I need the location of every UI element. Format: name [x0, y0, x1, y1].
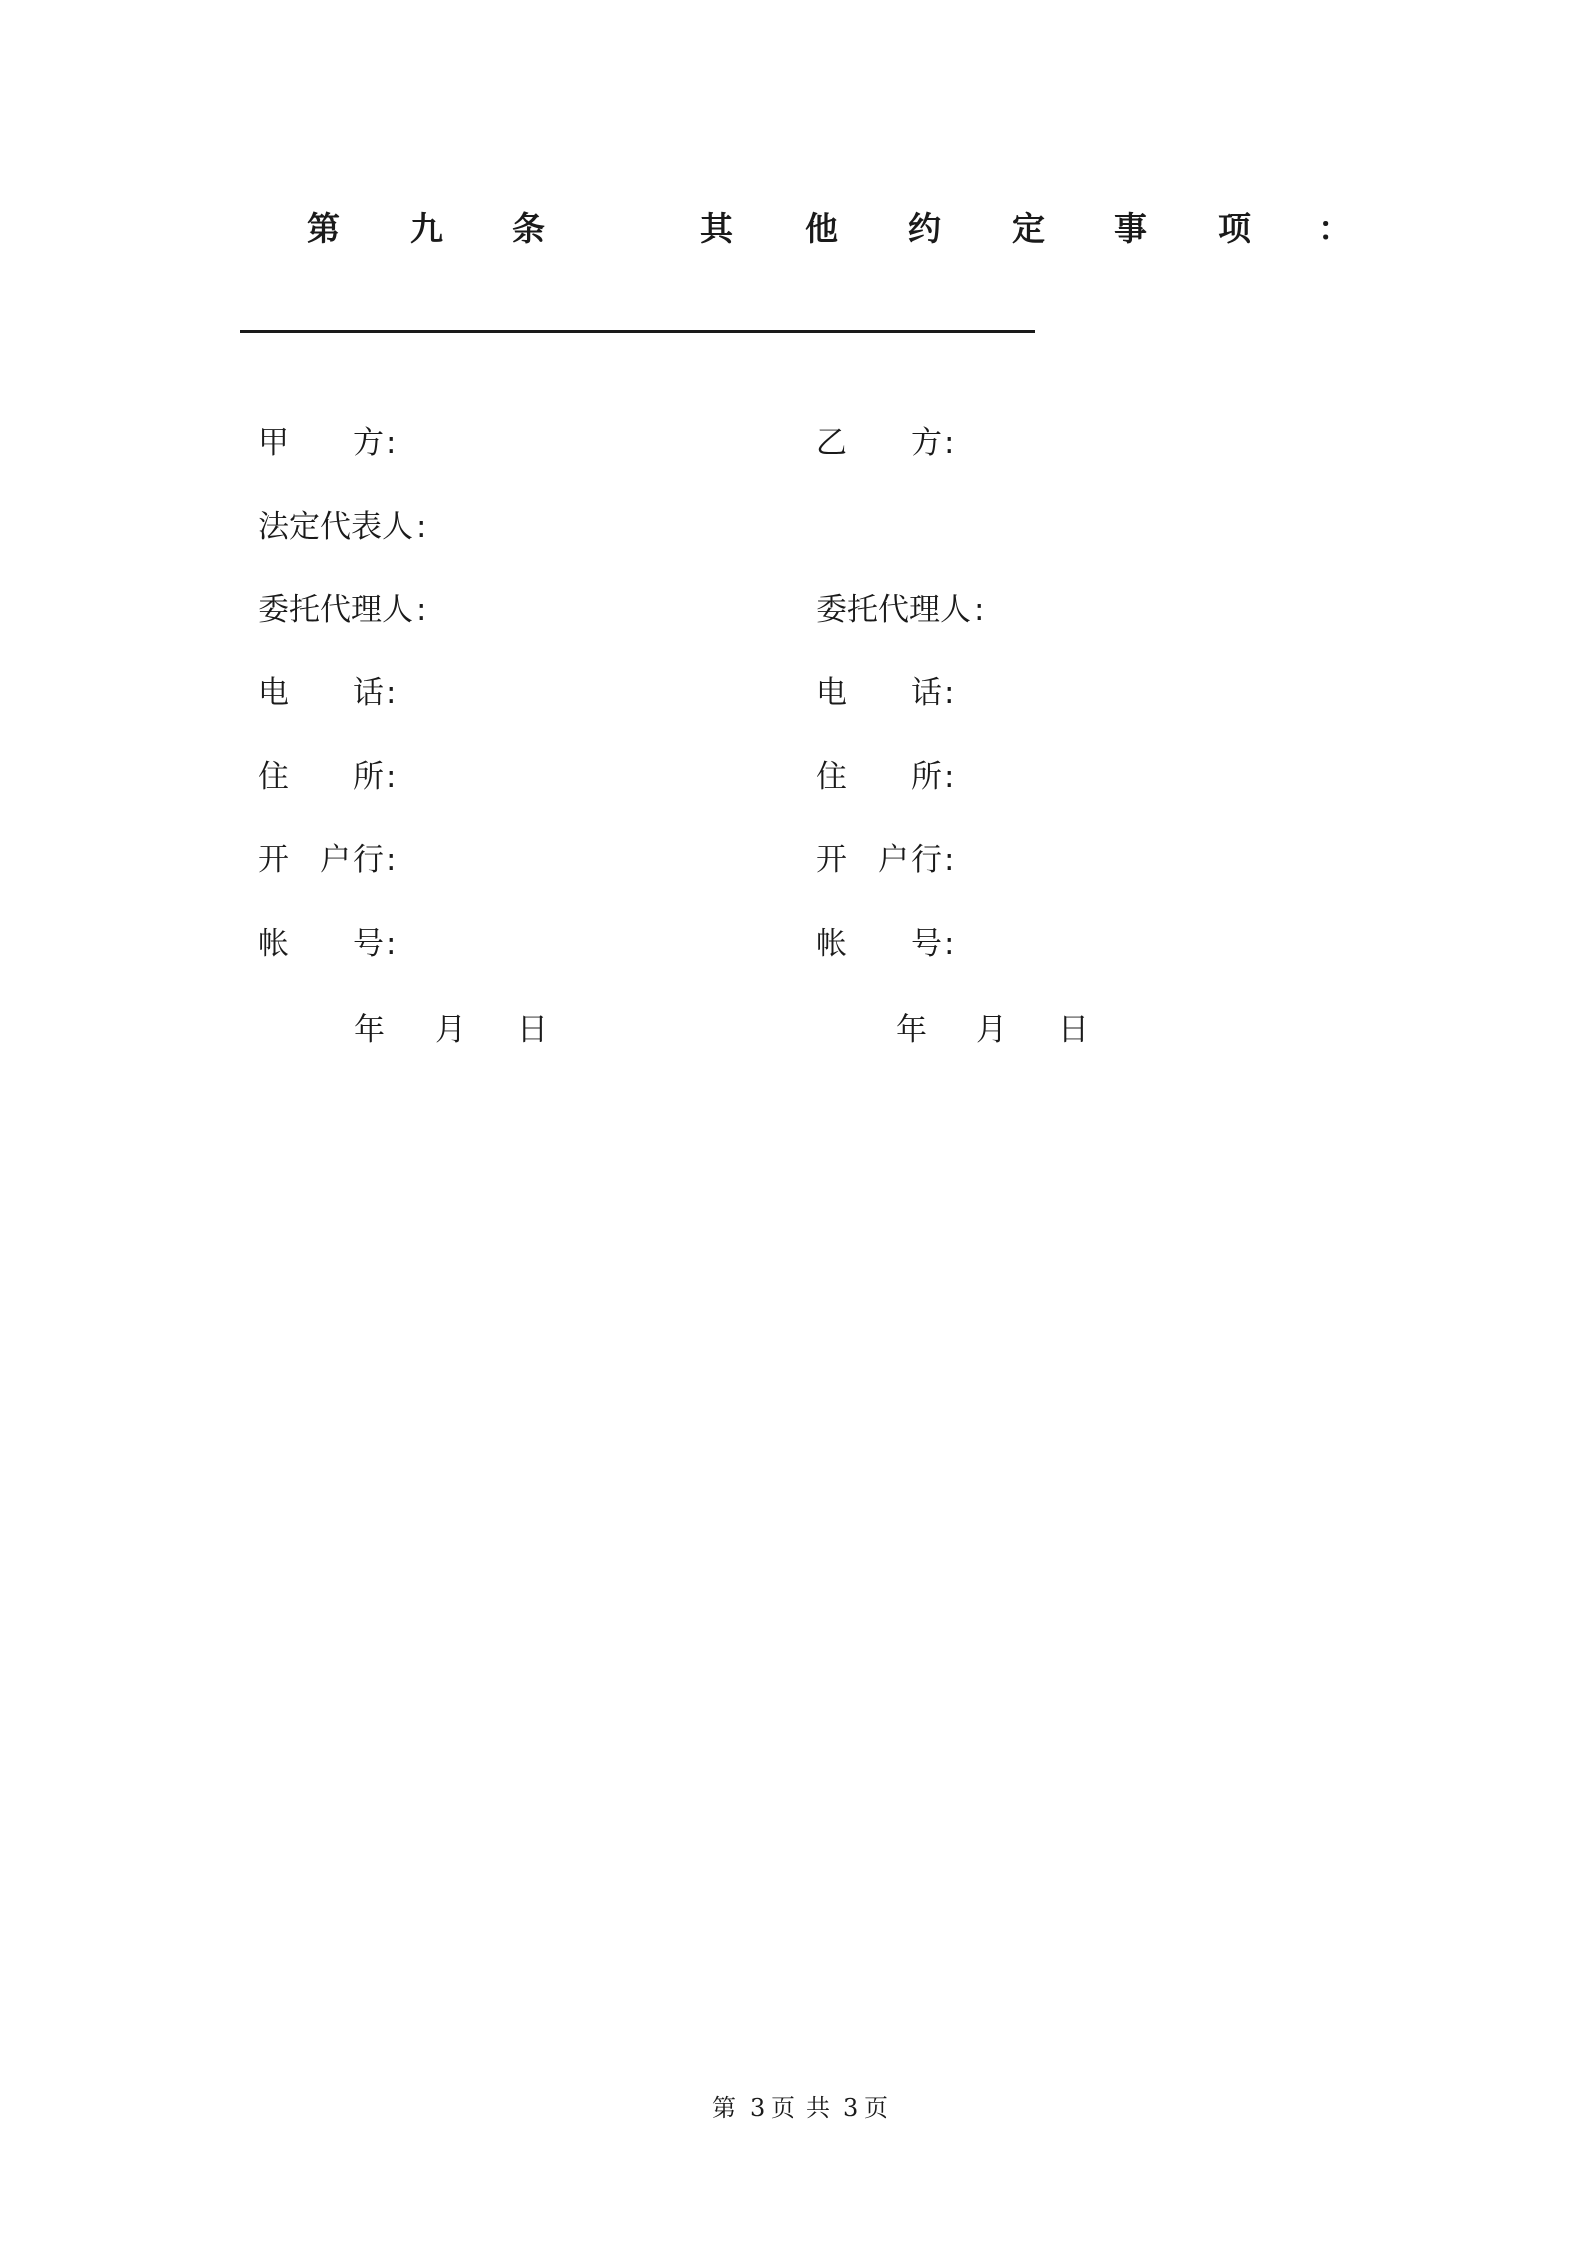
- article-char: 事: [1114, 209, 1147, 248]
- label-char: 代: [878, 592, 909, 628]
- label-char: 号: [911, 926, 942, 962]
- article-char: 其: [700, 209, 733, 248]
- footer-char: 3: [750, 2094, 766, 2122]
- label-char: 电: [258, 675, 289, 711]
- article-char: 他: [805, 209, 838, 248]
- article-char: 约: [908, 209, 941, 248]
- label-colon: :: [944, 425, 955, 461]
- label-colon: :: [386, 425, 397, 461]
- footer-char: 共: [806, 2094, 830, 2122]
- label-colon: :: [944, 926, 955, 962]
- label-char: 人: [382, 509, 413, 545]
- label-colon: :: [944, 675, 955, 711]
- label-char: 理: [909, 592, 940, 628]
- label-char: 代: [320, 509, 351, 545]
- date-month: 月: [435, 1012, 466, 1048]
- date-day: 日: [517, 1012, 548, 1048]
- label-colon: :: [386, 759, 397, 795]
- footer-char: 页: [864, 2094, 888, 2122]
- label-colon: :: [386, 926, 397, 962]
- label-char: 帐: [258, 926, 289, 962]
- article-char: ：: [1318, 209, 1351, 248]
- label-colon: :: [974, 592, 985, 628]
- label-char: 所: [911, 759, 942, 795]
- footer-char: 3: [843, 2094, 859, 2122]
- label-char: 理: [351, 592, 382, 628]
- date-month: 月: [976, 1012, 1007, 1048]
- label-char: 帐: [816, 926, 847, 962]
- label-char: 人: [940, 592, 971, 628]
- label-colon: :: [416, 509, 427, 545]
- label-colon: :: [944, 759, 955, 795]
- label-char: 所: [353, 759, 384, 795]
- article-heading: [0, 205, 1586, 253]
- label-char: 方: [353, 425, 384, 461]
- label-char: 开: [816, 842, 847, 878]
- label-colon: :: [944, 842, 955, 878]
- label-char: 行: [353, 842, 384, 878]
- label-char: 委: [258, 592, 289, 628]
- label-char: 住: [816, 759, 847, 795]
- label-char: 表: [351, 509, 382, 545]
- label-char: 人: [382, 592, 413, 628]
- label-char: 甲: [258, 425, 289, 461]
- footer-char: 页: [771, 2094, 795, 2122]
- date-day: 日: [1058, 1012, 1089, 1048]
- label-char: 代: [320, 592, 351, 628]
- article-char: 条: [512, 209, 545, 248]
- date-year: 年: [354, 1012, 385, 1048]
- fill-in-blank-line: [240, 330, 1035, 333]
- article-char: 第: [307, 209, 340, 248]
- label-colon: :: [386, 675, 397, 711]
- label-char: 方: [911, 425, 942, 461]
- label-char: 托: [289, 592, 320, 628]
- label-char: 定: [289, 509, 320, 545]
- label-char: 托: [847, 592, 878, 628]
- label-char: 委: [816, 592, 847, 628]
- label-char: 号: [353, 926, 384, 962]
- page-number-footer: [0, 2090, 1586, 2126]
- label-char: 户: [878, 842, 909, 878]
- label-colon: :: [386, 842, 397, 878]
- article-char: 九: [410, 209, 443, 248]
- label-char: 住: [258, 759, 289, 795]
- label-char: 户: [320, 842, 351, 878]
- label-char: 话: [911, 675, 942, 711]
- label-char: 法: [258, 509, 289, 545]
- article-char: 定: [1012, 209, 1045, 248]
- label-colon: :: [416, 592, 427, 628]
- label-char: 开: [258, 842, 289, 878]
- label-char: 乙: [816, 425, 847, 461]
- footer-char: 第: [712, 2094, 736, 2122]
- label-char: 电: [816, 675, 847, 711]
- label-char: 话: [353, 675, 384, 711]
- article-char: 项: [1218, 209, 1251, 248]
- label-char: 行: [911, 842, 942, 878]
- date-year: 年: [896, 1012, 927, 1048]
